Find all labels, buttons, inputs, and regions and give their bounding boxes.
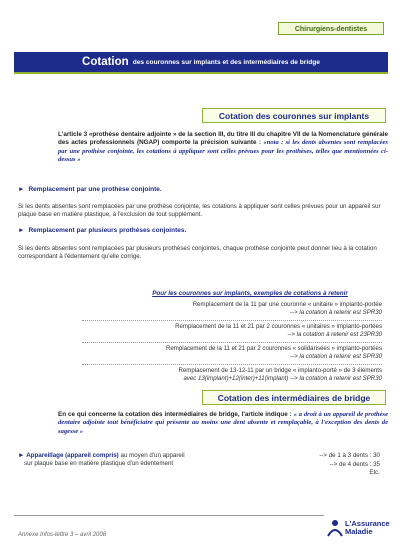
rate-line: --> de 4 dents : 35 <box>329 460 380 468</box>
appareillage-text-1: au moyen d'un appareil <box>120 452 185 459</box>
footer-divider <box>14 515 324 516</box>
intro2-bold: En ce qui concerne la cotation des intermédiaires de bridge, l'article indique : <box>58 411 292 418</box>
assurance-maladie-logo-icon <box>326 518 344 538</box>
example-row <box>82 367 382 383</box>
section-title-intermediaires: Cotation des intermédiaires de bridge <box>202 390 386 405</box>
appareillage-head: Appareillage (appareil compris) <box>26 452 119 459</box>
title-main: Cotation <box>82 56 129 68</box>
appareillage-item <box>18 452 258 469</box>
example-row <box>82 301 382 317</box>
title-rest: des couronnes sur implants et des intermédiaires de bridge <box>132 58 320 66</box>
example-result: avec 13(implant)+12(inter)+11(implant) --> la cotation à retenir est SPR30 <box>183 374 382 382</box>
example-row <box>82 323 382 339</box>
rate-line: Etc. <box>369 469 380 476</box>
example-row <box>82 345 382 361</box>
logo-line2: Maladie <box>345 527 373 536</box>
item1-text: Si les dents absentes sont remplacées par une prothèse conjointe, les cotations à appliquer sont celles prévues pour un appareil sur plaque base en matière plastique, à l'exclusion de tout supplément. <box>18 203 381 219</box>
item2-heading <box>18 227 186 234</box>
triangle-bullet-icon: ► <box>18 452 27 459</box>
section2-intro <box>58 411 388 436</box>
footer-text: Annexe Infos-lettre 3 – avril 2008 <box>18 532 107 538</box>
appareillage-text-2: sur plaque base en matière plastique d'un édentement <box>24 460 174 468</box>
logo-line1: L'Assurance <box>345 519 390 528</box>
triangle-bullet-icon: ► <box>18 227 25 234</box>
example-result: --> la cotation à retenir est SPR30 <box>290 352 382 360</box>
example-line: Remplacement de la 11 et 21 par 2 couronnes « unitaires » implanto-portées <box>175 323 382 330</box>
examples-title: Pour les couronnes sur implants, exemples de cotations à retenir <box>152 290 348 297</box>
example-result: --> la cotation à retenir est 23PR30 <box>287 330 382 338</box>
section1-intro <box>58 131 388 164</box>
divider <box>82 364 382 365</box>
intro-italic: «nota : si les dents absentes sont remplacées par une prothèse conjointe, les cotations à appliquer sont celles prévues pour les prothèses, telles que mentionnées ci-dessus » <box>58 139 388 163</box>
intro-bold: L'article 3 «prothèse dentaire adjointe » de la section III, du titre III du chapitre VII de la Nomenclature générale des actes professionnels (NGAP) comporte la précision suivante : <box>58 131 388 147</box>
triangle-bullet-icon: ► <box>18 186 25 193</box>
example-line: Remplacement de 13-12-11 par un bridge « implanto-porté » de 3 éléments <box>178 367 382 374</box>
item1-heading-text: Remplacement par une prothèse conjointe. <box>28 186 162 193</box>
section-title-couronnes: Cotation des couronnes sur implants <box>202 108 386 123</box>
divider <box>82 342 382 343</box>
item1-heading <box>18 186 162 193</box>
intro2-italic: « a droit à un appareil de prothèse dentaire adjointe tout bénéficiaire qui présente au moins une dent absente et remplaçable, à l'exception des dents de sagesse » <box>58 411 389 435</box>
page-title-banner <box>14 52 388 74</box>
rate-line: --> de 1 à 3 dents : 30 <box>319 452 380 459</box>
item2-text: Si les dents absentes sont remplacées par plusieurs prothèses conjointes, chaque prothèse conjointe peut donner lieu à la cotation correspondant à l'édentement qu'elle corrige. <box>18 245 377 261</box>
rates-list <box>300 452 380 478</box>
divider <box>82 320 382 321</box>
example-line: Remplacement de la 11 par une couronne « unitaire » implanto-portée <box>192 301 382 308</box>
category-tag: Chirurgiens-dentistes <box>278 22 384 35</box>
item2-heading-text: Remplacement par plusieurs prothèses conjointes. <box>28 227 187 234</box>
example-result: --> la cotation à retenir est SPR30 <box>290 308 382 316</box>
example-line: Remplacement de la 11 et 21 par 2 couronnes « solidarisées » implanto-portées <box>165 345 382 352</box>
logo-text <box>345 520 390 536</box>
